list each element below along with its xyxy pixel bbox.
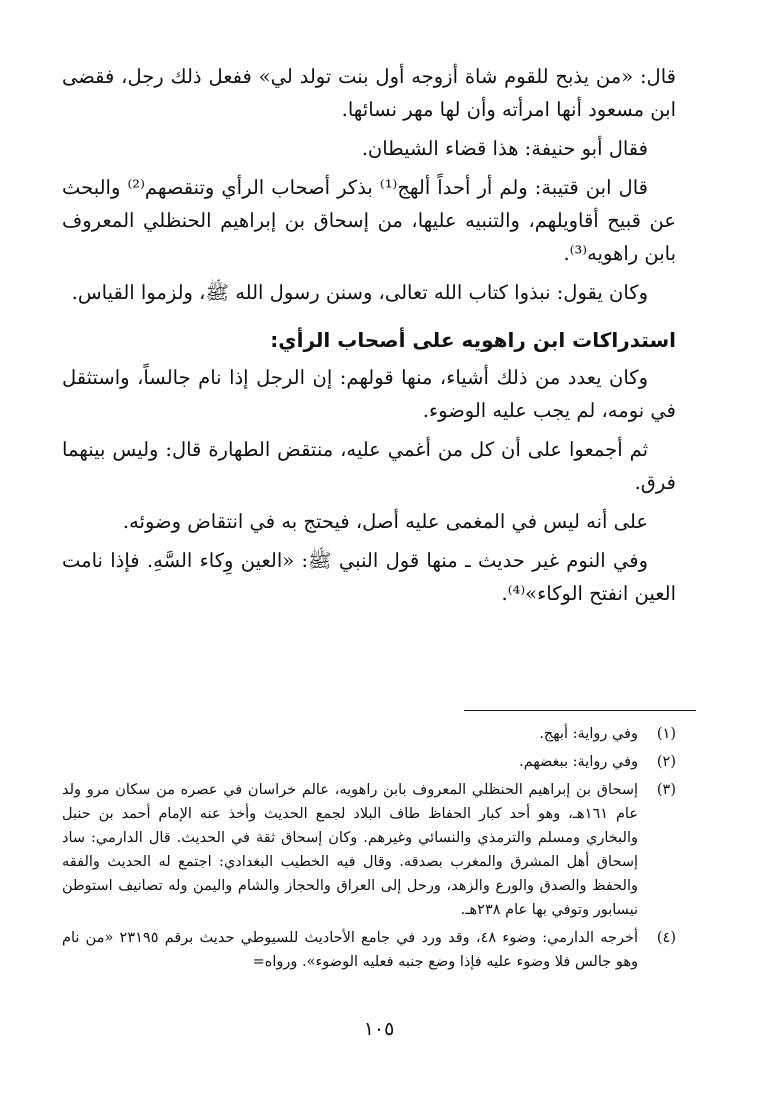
main-text	[62, 60, 676, 616]
footnote-text: أخرجه الدارمي: وضوء ٤٨، وقد ورد في جامع الأحاديث للسيوطي حديث برقم ٢٣١٩٥ «من نام وهو جالس فلا وضوء عليه فإذا وضع جنبه فعليه الوضوء». ورواه=	[62, 930, 638, 970]
footnote-3	[62, 778, 676, 922]
footnote-divider	[464, 710, 696, 711]
paragraph-abu-hanifa: فقال أبو حنيفة: هذا قضاء الشيطان.	[361, 137, 648, 160]
footnote-number: (٣)	[656, 782, 676, 798]
footnote-1	[62, 722, 676, 746]
footnote-text: وفي رواية: أبهج.	[539, 726, 638, 742]
footnote-4	[62, 926, 676, 974]
footnote-number: (١)	[656, 726, 676, 742]
footnote-text: وفي رواية: ببغضهم.	[519, 754, 638, 770]
footnotes	[62, 722, 676, 978]
paragraph-hadith-eye: وفي النوم غير حديث ـ منها قول النبي ﷺ: «العين وِكاء السَّهِ. فإذا نامت العين انفتح الوكاء»⁽⁴⁾.	[62, 549, 676, 605]
paragraph-ibn-masud-ruling: قال: «من يذبح للقوم شاة أزوجه أول بنت تولد لي» ففعل ذلك رجل، فقضى ابن مسعود أنها امرأته وأن لها مهر نسائها.	[62, 65, 676, 121]
paragraph-unconscious: ثم أجمعوا على أن كل من أغمي عليه، منتقض الطهارة قال: وليس بينهما فرق.	[62, 438, 676, 494]
paragraph-sleep-sitting: وكان يعدد من ذلك أشياء، منها قولهم: إن الرجل إذا نام جالساً، واستثقل في نومه، لم يجب عليه الوضوء.	[62, 366, 676, 422]
section-heading: استدراكات ابن راهويه على أصحاب الرأي:	[270, 328, 676, 352]
footnote-text: إسحاق بن إبراهيم الحنظلي المعروف بابن راهويه، عالم خراسان في عصره من سكان مرو ولد عام ١٦١هـ، وهو أحد كبار الحفاظ طاف البلاد لجمع الحديث وأخذ عنه الإمام أحمد بن حنبل والبخاري ومسلم والترمذي والنسائي وغيرهم. وكان إسحاق ثقة في الحديث. قال الدارمي: ساد إسحاق أهل المشرق والمغرب بصدقه. وقال فيه الخطيب البغدادي: اجتمع له الحديث والفقه والحفظ والصدق والورع والزهد، ورحل إلى العراق والحجاز والشام واليمن وله تصانيف استوطن نيسابور وتوفي بها عام ٢٣٨هـ.	[62, 782, 638, 918]
footnote-2	[62, 750, 676, 774]
footnote-number: (٢)	[656, 754, 676, 770]
paragraph-no-origin: على أنه ليس في المغمى عليه أصل، فيحتج به في انتقاض وضوئه.	[122, 510, 648, 533]
page-number: ١٠٥	[363, 1018, 395, 1040]
footnote-number: (٤)	[656, 930, 676, 946]
paragraph-ibn-qutaybah: قال ابن قتيبة: ولم أر أحداً ألهج⁽¹⁾ بذكر أصحاب الرأي وتنقصهم⁽²⁾ والبحث عن قبيح أقاويلهم، والتنبيه عليها، من إسحاق بن إبراهيم الحنظلي المعروف بابن راهويه⁽³⁾.	[62, 176, 676, 265]
paragraph-nabadhu-kitab: وكان يقول: نبذوا كتاب الله تعالى، وسنن رسول الله ﷺ، ولزموا القياس.	[71, 281, 648, 304]
